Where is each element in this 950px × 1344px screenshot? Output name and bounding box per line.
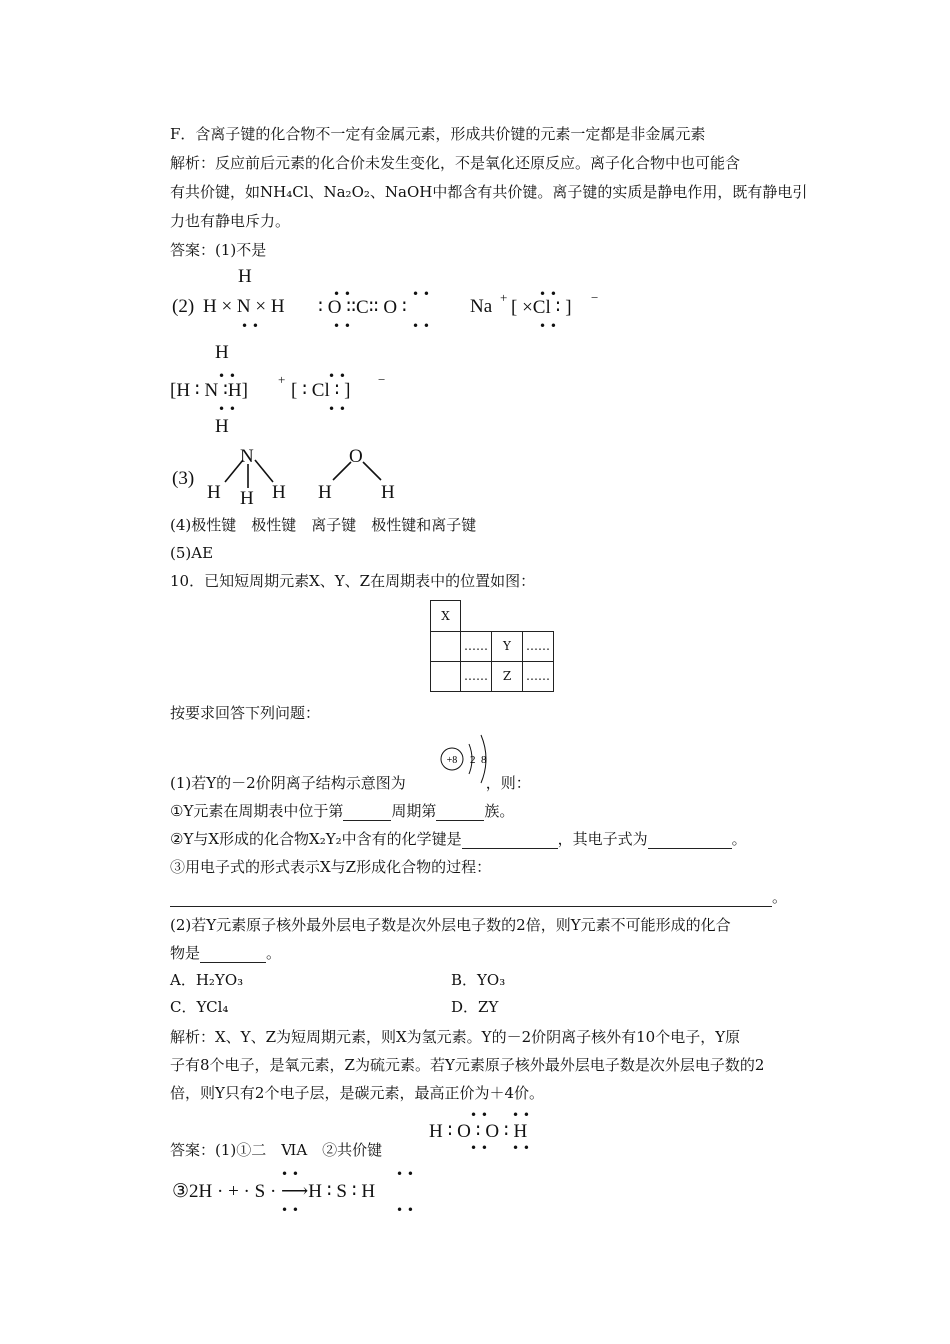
- h2s-formation-process: ③2H · + · S · ⟶H ∶ S ∶ H: [172, 1181, 376, 1202]
- charge-plus: +: [278, 372, 286, 387]
- ion-shell-2: 8: [481, 754, 487, 766]
- charge-minus: −: [378, 372, 386, 387]
- text: ，其电子式为: [557, 830, 648, 848]
- explanation-2-line-c: 倍，则Y只有2个电子层，是碳元素，最高正价为＋4价。: [170, 1084, 544, 1102]
- text: 族。: [484, 802, 515, 820]
- explanation-1-line-c: 力也有静电斥力。: [170, 212, 291, 230]
- cell-dots: ……: [522, 661, 554, 692]
- blank-period[interactable]: [343, 805, 391, 821]
- sub-1-part-2: [170, 829, 747, 849]
- lone-pair-dots: • •: [333, 319, 351, 333]
- lone-pair-dots: • •: [281, 1167, 299, 1181]
- cell-x: X: [430, 600, 461, 632]
- nh4-electron-formula: [H ∶ N ∶H]: [170, 380, 248, 401]
- lone-pair-dots: • •: [512, 1108, 530, 1122]
- answer-5: (5)AE: [170, 544, 214, 562]
- option-a: A．H₂YO₃: [170, 971, 244, 989]
- lone-pair-dots: • •: [470, 1141, 488, 1155]
- sub-1-part-3: ③用电子式的形式表示X与Z形成化合物的过程：: [170, 858, 492, 876]
- atom-h: H: [272, 482, 286, 503]
- cell-empty: [430, 631, 461, 662]
- cl-ion-electron-formula: [ ∶ Cl ∶ ]: [291, 380, 351, 401]
- lone-pair-dots: • •: [281, 1203, 299, 1217]
- blank-process[interactable]: [170, 891, 772, 907]
- sub-question-2-a: (2)若Y元素原子核外最外层电子数是次外层电子数的2倍，则Y元素不可能形成的化合: [170, 916, 731, 934]
- lone-pair-dots: • •: [218, 369, 236, 383]
- atom-h: H: [381, 482, 395, 503]
- sub-1-part-3-answer: [170, 887, 787, 907]
- h2o2-electron-formula: H ∶ O ∶ O ∶ H: [429, 1121, 528, 1142]
- text: 。: [772, 888, 788, 906]
- label-2: (2): [172, 296, 195, 317]
- lone-pair-dots: • •: [539, 319, 557, 333]
- atom-h: H: [207, 482, 221, 503]
- requirement: 按要求回答下列问题：: [170, 704, 321, 722]
- option-d: D．ZY: [451, 998, 499, 1016]
- cell-dots: ……: [460, 631, 492, 662]
- explanation-2-line-a: 解析：X、Y、Z为短周期元素，则X为氢元素。Y的－2价阴离子核外有10个电子，Y原: [170, 1028, 741, 1046]
- blank-formula[interactable]: [648, 833, 732, 849]
- text: ②Y与X形成的化合物X₂Y₂中含有的化学键是: [170, 830, 462, 848]
- nh4-top-h: H: [215, 342, 229, 363]
- charge-plus: +: [500, 290, 508, 305]
- atom-h: H: [318, 482, 332, 503]
- atom-o: O: [349, 446, 363, 467]
- option-f: F．含离子键的化合物不一定有金属元素，形成共价键的元素一定都是非金属元素: [170, 125, 706, 143]
- lone-pair-dots: • •: [328, 402, 346, 416]
- lone-pair-dots: • •: [470, 1108, 488, 1122]
- text: ①Y元素在周期表中位于第: [170, 802, 344, 820]
- lone-pair-dots: • •: [412, 287, 430, 301]
- lone-pair-dots: • •: [396, 1167, 414, 1181]
- lone-pair-dots: • •: [412, 319, 430, 333]
- ion-shell-1: 2: [470, 754, 476, 766]
- lone-pair-dots: • •: [241, 319, 259, 333]
- answer-4: (4)极性键 极性键 离子键 极性键和离子键: [170, 516, 477, 534]
- sub-question-2-b: [170, 943, 281, 963]
- sub-question-1-tail: ，则：: [485, 774, 531, 792]
- cell-dots: ……: [460, 661, 492, 692]
- lone-pair-dots: • •: [333, 287, 351, 301]
- option-c: C．YCl₄: [170, 998, 229, 1016]
- sub-1-part-1: [170, 801, 514, 821]
- answer-1: 答案：(1)不是: [170, 241, 267, 259]
- atom-n: N: [240, 446, 254, 467]
- text: 物是: [170, 944, 201, 962]
- nh3-electron-formula: H × N × H: [203, 296, 285, 317]
- text: 。: [266, 944, 282, 962]
- nacl-na: Na: [470, 296, 493, 317]
- explanation-1-line-a: 解析：反应前后元素的化合价未发生变化，不是氧化还原反应。离子化合物中也可能含: [170, 154, 741, 172]
- answer-10: 答案：(1)①二 ⅥA ②共价键: [170, 1141, 383, 1159]
- cell-empty: [430, 661, 461, 692]
- nh4-bottom-h: H: [215, 416, 229, 437]
- ion-nucleus: +8: [446, 755, 458, 766]
- nh3-top-h: H: [238, 266, 252, 287]
- ion-structure-diagram: [437, 729, 497, 789]
- periodic-table-fragment: [430, 600, 554, 692]
- blank-bond[interactable]: [462, 833, 558, 849]
- label-3: (3): [172, 468, 195, 489]
- cell-dots: ……: [522, 631, 554, 662]
- sub-question-1-text: (1)若Y的－2价阴离子结构示意图为: [170, 774, 406, 792]
- blank-group[interactable]: [436, 805, 484, 821]
- lone-pair-dots: • •: [512, 1141, 530, 1155]
- blank-compound[interactable]: [200, 947, 266, 963]
- co2-electron-formula: ∶ O ∶∶C∶∶ O ∶: [318, 297, 407, 318]
- question-10: 10．已知短周期元素X、Y、Z在周期表中的位置如图：: [170, 572, 536, 590]
- charge-minus: −: [591, 290, 599, 305]
- text: 周期第: [391, 802, 437, 820]
- atom-h: H: [240, 488, 254, 509]
- explanation-2-line-b: 子有8个电子，是氧元素，Z为硫元素。若Y元素原子核外最外层电子数是次外层电子数的2: [170, 1056, 765, 1074]
- nacl-cl: [ ×Cl ∶ ]: [511, 297, 572, 318]
- option-b: B．YO₃: [451, 971, 506, 989]
- text: 。: [731, 830, 747, 848]
- lone-pair-dots: • •: [218, 402, 236, 416]
- cell-z: Z: [491, 661, 523, 692]
- lone-pair-dots: • •: [539, 287, 557, 301]
- lone-pair-dots: • •: [328, 369, 346, 383]
- cell-y: Y: [491, 631, 523, 662]
- lone-pair-dots: • •: [396, 1203, 414, 1217]
- explanation-1-line-b: 有共价键，如NH₄Cl、Na₂O₂、NaOH中都含有共价键。离子键的实质是静电作用，既有静电引: [170, 183, 808, 201]
